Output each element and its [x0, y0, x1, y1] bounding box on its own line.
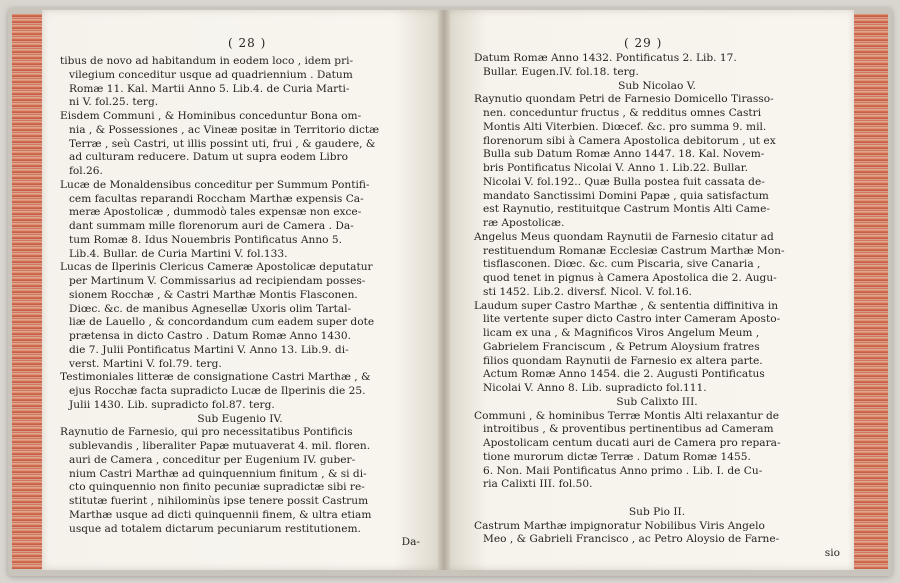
text-line: cto quinquennio non finito pecuniæ supradictæ sibi re- — [69, 481, 365, 494]
text-line: Actum Romæ Anno 1454. die 2. Augusti Pontificatus — [483, 368, 765, 381]
text-line: ni V. fol.25. terg. — [69, 96, 159, 109]
text-line: Diœc. &c. de manibus Agnesellæ Uxoris olim Tartal- — [69, 302, 352, 315]
text-line: tione murorum dictæ Terræ . Datum Romæ 1455. — [483, 450, 751, 463]
text-line: tum Romæ 8. Idus Nouembris Pontificatus Anno 5. — [69, 233, 343, 246]
left-page-edges — [12, 14, 46, 569]
text-line: quod tenet in pignus à Camera Apostolica die 2. Augu- — [483, 272, 777, 284]
text-line: die 7. Julii Pontificatus Martini V. Anno 13. Lib.9. di- — [69, 343, 349, 356]
right-page-edges — [854, 14, 888, 569]
text-line: Bulla sub Datum Romæ Anno 1447. 18. Kal. Novem- — [483, 148, 765, 161]
text-line: Gabrielem Franciscum , & Petrum Aloysium fratres — [483, 340, 760, 353]
text-line: Sub Pio II. — [628, 505, 686, 518]
right-page-number: ( 29 ) — [624, 36, 663, 50]
text-line: Laudum super Castro Marthæ , & sententia diffinitiva in — [474, 299, 779, 312]
text-line: Lucas de Ilperinis Clericus Cameræ Apostolicæ deputatur — [60, 261, 373, 274]
text-line: 6. Non. Maii Pontificatus Anno primo . Lib. I. de Cu- — [483, 464, 763, 477]
text-line: meræ Apostolicæ , dummodò tales expensæ non exce- — [69, 206, 362, 219]
text-line: tisflasconen. Diœc. &c. cum Piscaria, sive Canaria , — [483, 258, 761, 271]
text-line: nium Castri Marthæ ad quinquennium finitum , & si di- — [69, 467, 367, 480]
text-line: Eisdem Communi , & Hominibus conceduntur Bona om- — [60, 110, 362, 122]
text-line: per Martinum V. Commissarius ad recipiendam posses- — [69, 275, 366, 287]
text-line: Sub Calixto III. — [616, 395, 698, 408]
left-page-text — [60, 55, 420, 550]
text-line: florenorum sibi à Camera Apostolica debitorum , ut ex — [483, 134, 776, 147]
text-line — [474, 492, 840, 506]
text-line: Julii 1430. Lib. supradicto fol.87. terg. — [69, 398, 275, 411]
text-line: restituendum Romanæ Ecclesiæ Castrum Marthæ Mon- — [483, 244, 785, 257]
text-line: Romæ 11. Kal. Martii Anno 5. Lib.4. de Curia Marti- — [69, 82, 350, 95]
text-line: Terræ , seù Castri, ut illis possint uti, frui , & gaudere, & — [69, 137, 376, 150]
text-line: vilegium conceditur usque ad quadriennium . Datum — [69, 68, 353, 81]
text-line: liæ de Lauello , & concordandum cum eadem super dote — [69, 316, 375, 329]
text-line: Castrum Marthæ impignoratur Nobilibus Viris Angelo — [474, 519, 765, 532]
text-line: Nicolai V. fol.192.. Quæ Bulla postea fuit cassata de- — [483, 175, 765, 188]
text-line: Da- — [401, 536, 420, 549]
text-line: licam ex una , & Magnificos Viros Angelum Meum , — [483, 327, 760, 339]
text-line: Lib.4. Bullar. de Curia Martini V. fol.133. — [69, 247, 288, 260]
text-line: dant summam mille florenorum auri de Camera . Da- — [69, 220, 354, 232]
text-line: est Raynutio, restituitque Castrum Montis Alti Came- — [483, 203, 770, 216]
text-line: Meo , & Gabrieli Francisco , ac Petro Aloysio de Farne- — [483, 533, 780, 546]
book-gutter — [438, 10, 450, 570]
text-line: lite vertente super dicto Castro inter Cameram Aposto- — [483, 313, 781, 326]
text-line: ejus Rocchæ facta supradicto Lucæ de Ilperinis die 25. — [69, 385, 366, 397]
left-page-number: ( 28 ) — [228, 36, 267, 50]
text-line: verst. Martini V. fol.79. terg. — [69, 357, 222, 370]
text-line: Apostolicam centum ducati auri de Camera pro repara- — [483, 437, 781, 449]
text-line: Datum Romæ Anno 1432. Pontificatus 2. Lib. 17. — [474, 52, 737, 64]
text-line: sti 1452. Lib.2. diversf. Nicol. V. fol.16. — [483, 285, 692, 298]
text-line: ræ Apostolicæ. — [483, 217, 565, 229]
text-line: Sub Eugenio IV. — [197, 412, 283, 425]
text-line: auri de Camera , conceditur per Eugenium IV. guber- — [69, 453, 356, 466]
text-line: Raynutio de Farnesio, qui pro necessitatibus Pontificis — [60, 426, 353, 439]
text-line: ad culturam reducere. Datum ut supra eodem Libro — [69, 151, 348, 164]
text-line: Marthæ usque ad dicti quinquennii finem, & ultra etiam — [69, 508, 372, 521]
text-line: Testimoniales litteræ de consignatione Castri Marthæ , & — [60, 371, 371, 384]
right-page-text — [474, 52, 840, 561]
text-line: sionem Rocchæ , & Castri Marthæ Montis Flasconen. — [69, 288, 358, 301]
text-line: Lucæ de Monaldensibus conceditur per Summum Pontifi- — [60, 178, 370, 191]
text-line: Bullar. Eugen.IV. fol.18. terg. — [483, 65, 639, 78]
text-line: Angelus Meus quondam Raynutii de Farnesio citatur ad — [474, 230, 774, 243]
text-line: Sub Nicolao V. — [618, 79, 696, 92]
text-line: mandato Sanctissimi Domini Papæ , quia satisfactum — [483, 189, 769, 202]
text-line: bris Pontificatus Nicolai V. Anno 1. Lib.22. Bullar. — [483, 162, 749, 174]
text-line: Nicolai V. Anno 8. Lib. supradicto fol.111. — [483, 382, 707, 394]
text-line: ria Calixti III. fol.50. — [483, 478, 593, 491]
text-line: prætensa in dicto Castro . Datum Romæ Anno 1430. — [69, 330, 352, 342]
text-line: cem facultas reparandi Roccham Marthæ expensis Ca- — [69, 192, 364, 205]
text-line: Montis Alti Viterbien. Diœcef. &c. pro summa 9. mil. — [483, 120, 767, 133]
text-line: filios quondam Raynutii de Farnesio ex altera parte. — [483, 354, 763, 367]
text-line: Raynutio quondam Petri de Farnesio Domicello Tirasso- — [474, 93, 774, 106]
text-line: tibus de novo ad habitandum in eodem loco , idem pri- — [60, 55, 354, 67]
text-line: usque ad totalem dictarum pecuniarum restitutionem. — [69, 522, 361, 535]
text-line: introitibus , & proventibus pertinentibus ad Cameram — [483, 423, 774, 436]
text-line: sublevandis , liberaliter Papæ mutuaverat 4. mil. floren. — [69, 440, 371, 452]
text-line: nia , & Possessiones , ac Vineæ positæ in Territorio dictæ — [69, 123, 380, 136]
text-line: fol.26. — [69, 165, 103, 177]
text-line: stitutæ fuerint , nihilominùs ipse tenere possit Castrum — [69, 495, 369, 507]
text-line: Communi , & hominibus Terræ Montis Alti relaxantur de — [474, 409, 779, 422]
text-line: sio — [824, 547, 840, 559]
text-line: nen. conceduntur fructus , & redditus omnes Castri — [483, 107, 762, 119]
